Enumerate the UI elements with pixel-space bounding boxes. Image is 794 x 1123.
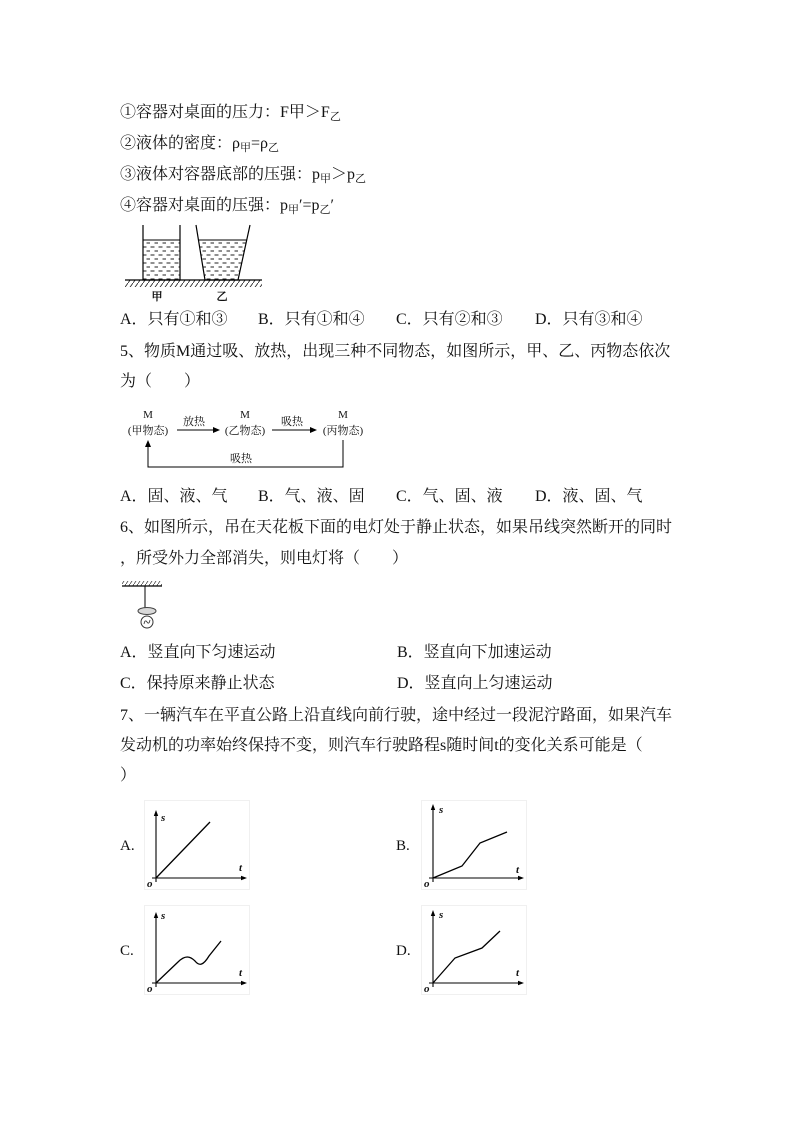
arrow-3-to-1-head [145,440,151,447]
q6-stem-line-1: 6、如图所示，吊在天花板下面的电灯处于静止状态，如果吊线突然断开的同时 [120,519,673,536]
statement-4-mid: ′=p [299,197,320,214]
graph-c-x-arrow [241,981,247,985]
q4-option-d: D．只有③和④ [535,311,643,328]
liquid-jia [143,240,180,280]
arrow-2-to-3-head [310,427,317,433]
statement-3-mid: ＞p [331,166,356,183]
graph-c-y-arrow [154,912,158,918]
graph-a-origin-label: o [147,878,153,890]
q7-option-d-label: D. [396,943,411,959]
statement-4 [120,196,334,220]
q6-option-a: A．竖直向下匀速运动 [120,644,276,661]
graph-c-curve [156,941,221,983]
graph-d-frame [422,906,527,995]
statement-2-subscript-2: 乙 [268,142,280,154]
label-jia: 甲 [151,291,163,303]
statement-3-subscript-2: 乙 [355,173,367,185]
q6-option-b: B．竖直向下加速运动 [397,644,552,661]
graph-d-y-label: s [439,909,444,921]
q6-option-c: C．保持原来静止状态 [120,675,275,692]
graph-d-x-label: t [516,967,520,979]
graph-a-x-arrow [241,876,247,880]
q6-stem-line-2: ，所受外力全部消失，则电灯将（ ） [120,550,409,567]
statement-1-subscript: 乙 [329,111,341,123]
graph-a-curve [156,822,210,878]
q7-stem-line-2: 发动机的功率始终保持不变，则汽车行驶路程s随时间t的变化关系可能是（ [120,737,643,754]
arrow-2-to-3-label: 吸热 [281,416,303,428]
statement-2-mid: =ρ [251,135,269,152]
statement-2-subscript-1: 甲 [240,142,251,154]
statement-2-text: ②液体的密度：ρ [120,135,240,152]
graph-b-curve [433,832,507,878]
arrow-3-to-1-label: 吸热 [230,453,252,465]
q7-stem-line-1: 7、一辆汽车在平直公路上沿直线向前行驶，途中经过一段泥泞路面，如果汽车 [120,707,673,724]
q6-option-d: D．竖直向上匀速运动 [397,675,553,692]
q7-option-c-label: C. [120,943,134,959]
graph-d-curve [433,931,500,983]
statement-3-text: ③液体对容器底部的压强：p [120,166,321,183]
ceiling-hatching [122,581,162,586]
state-2-symbol: M [240,409,250,421]
hanging-lamp-figure [118,578,168,636]
state-3-label: (丙物态) [322,425,364,437]
graph-b [421,800,527,890]
state-3-symbol: M [338,409,348,421]
statement-3 [120,165,366,189]
arrow-1-to-2-head [213,427,220,433]
graph-a-y-label: s [161,812,166,824]
table-hatching [125,280,262,287]
q4-option-c: C．只有②和③ [396,311,503,328]
label-yi: 乙 [216,291,228,303]
statement-4-end: ′ [330,197,335,214]
graph-a-y-arrow [154,810,158,816]
containers-figure [118,220,268,304]
graph-c [144,905,250,995]
q7-option-a-label: A. [120,838,135,854]
state-1-label: (甲物态) [127,425,169,437]
graph-b-x-label: t [516,864,520,876]
q5-option-c: C．气、固、液 [396,488,503,505]
statement-2 [120,134,279,158]
graph-b-y-arrow [431,804,435,810]
q7-stem-line-3: ） [120,767,137,784]
state-1-symbol: M [143,409,153,421]
statement-3-subscript-1: 甲 [320,173,332,185]
graph-d-origin-label: o [424,983,430,995]
graph-a-x-label: t [239,862,243,874]
statement-4-text: ④容器对桌面的压强：p [120,197,289,214]
graph-d-x-arrow [518,981,524,985]
graph-b-origin-label: o [424,878,430,890]
graph-d [421,905,527,995]
q5-option-a: A．固、液、气 [120,488,228,505]
q5-option-b: B．气、液、固 [258,488,365,505]
q5-option-d: D．液、固、气 [535,488,643,505]
arrow-1-to-2-label: 放热 [183,416,205,428]
graph-c-y-label: s [161,910,166,922]
graph-d-y-arrow [431,910,435,916]
statement-4-subscript-2: 乙 [319,204,331,216]
graph-b-x-arrow [518,876,524,880]
graph-a [144,800,250,890]
statement-1-text: ①容器对桌面的压力：F甲＞F [120,104,330,121]
statement-1 [120,103,341,127]
graph-c-origin-label: o [147,983,153,995]
graph-c-x-label: t [239,967,243,979]
q5-stem-line-2: 为（ ） [120,373,201,390]
graph-b-y-label: s [439,804,444,816]
statement-4-subscript-1: 甲 [288,204,300,216]
q5-stem-line-1: 5、物质M通过吸、放热，出现三种不同物态，如图所示，甲、乙、丙物态依次 [120,343,671,360]
lamp-shade [138,608,156,615]
state-change-figure [116,404,372,474]
q4-option-b: B．只有①和④ [258,311,365,328]
state-2-label: (乙物态) [224,425,266,437]
q7-option-b-label: B. [396,838,410,854]
q4-option-a: A．只有①和③ [120,311,228,328]
